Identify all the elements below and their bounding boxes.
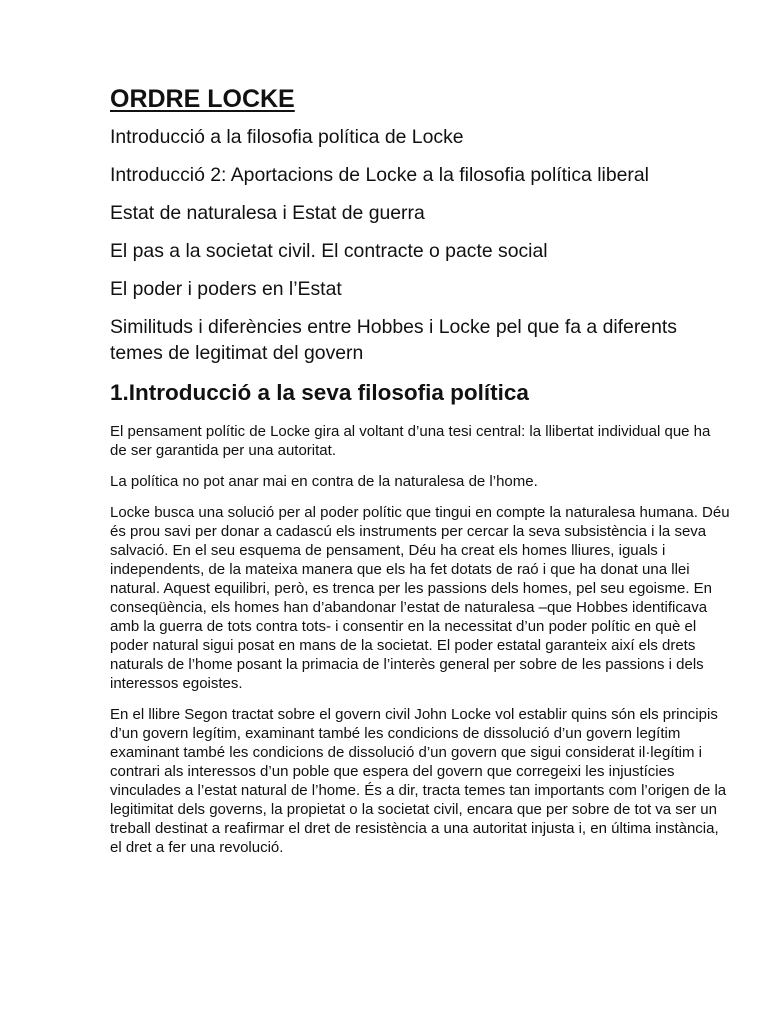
body-paragraph: El pensament polític de Locke gira al voltant d’una tesi central: la llibertat individual que ha de ser garantida per una autoritat. xyxy=(110,423,711,459)
body-paragraph: La política no pot anar mai en contra de la naturalesa de l’home. xyxy=(110,473,538,490)
document-title: ORDRE LOCKE xyxy=(110,85,295,113)
toc-item: El pas a la societat civil. El contracte o pacte social xyxy=(110,240,548,262)
document-page xyxy=(110,82,730,869)
toc-item: Estat de naturalesa i Estat de guerra xyxy=(110,202,425,224)
toc-item: Introducció 2: Aportacions de Locke a la filosofia política liberal xyxy=(110,164,649,186)
body-paragraph: Locke busca una solució per al poder polític que tingui en compte la naturalesa humana. Déu és prou savi per donar a cadascú els instruments per cercar la seva subsistència i la seva salvació. En el seu esquema de pensament, Déu ha creat els homes lliures, iguals i independents, de la mateixa manera que els ha fet dotats de raó i que ha donat una llei natural. Aquest equilibri, però, es trenca per les passions dels homes, pel seu egoisme. En conseqüència, els homes han d’abandonar l’estat de naturalesa –que Hobbes identificava amb la guerra de tots contra tots- i consentir en la necessitat d’un poder polític en què el poder natural sigui posat en mans de la societat. El poder estatal garanteix així els drets naturals de l’home posant la primacia de l’interès general per sobre de les passions i dels interessos egoistes. xyxy=(110,504,730,692)
section-heading: 1.Introducció a la seva filosofia política xyxy=(110,380,529,405)
toc-item: El poder i poders en l’Estat xyxy=(110,278,342,300)
body-paragraph: En el llibre Segon tractat sobre el govern civil John Locke vol establir quins són els principis d’un govern legítim, examinant també les condicions de dissolució d’un govern legítim examinant també les condicions de dissolució d’un govern que sigui considerat il·legítim i contrari als interessos d’un poble que espera del govern que corregeixi les injustícies vinculades a l’estat natural de l’home. És a dir, tracta temes tan importants com l’origen de la legitimitat dels governs, la propietat o la societat civil, encara que per sobre de tot va ser un treball destinat a reafirmar el dret de resistència a una autoritat injusta i, en última instància, el dret a fer una revolució. xyxy=(110,706,727,856)
table-of-contents xyxy=(110,124,730,366)
toc-item: Similituds i diferències entre Hobbes i Locke pel que fa a diferents temes de legitimat del govern xyxy=(110,316,677,364)
toc-item: Introducció a la filosofia política de Locke xyxy=(110,126,464,148)
